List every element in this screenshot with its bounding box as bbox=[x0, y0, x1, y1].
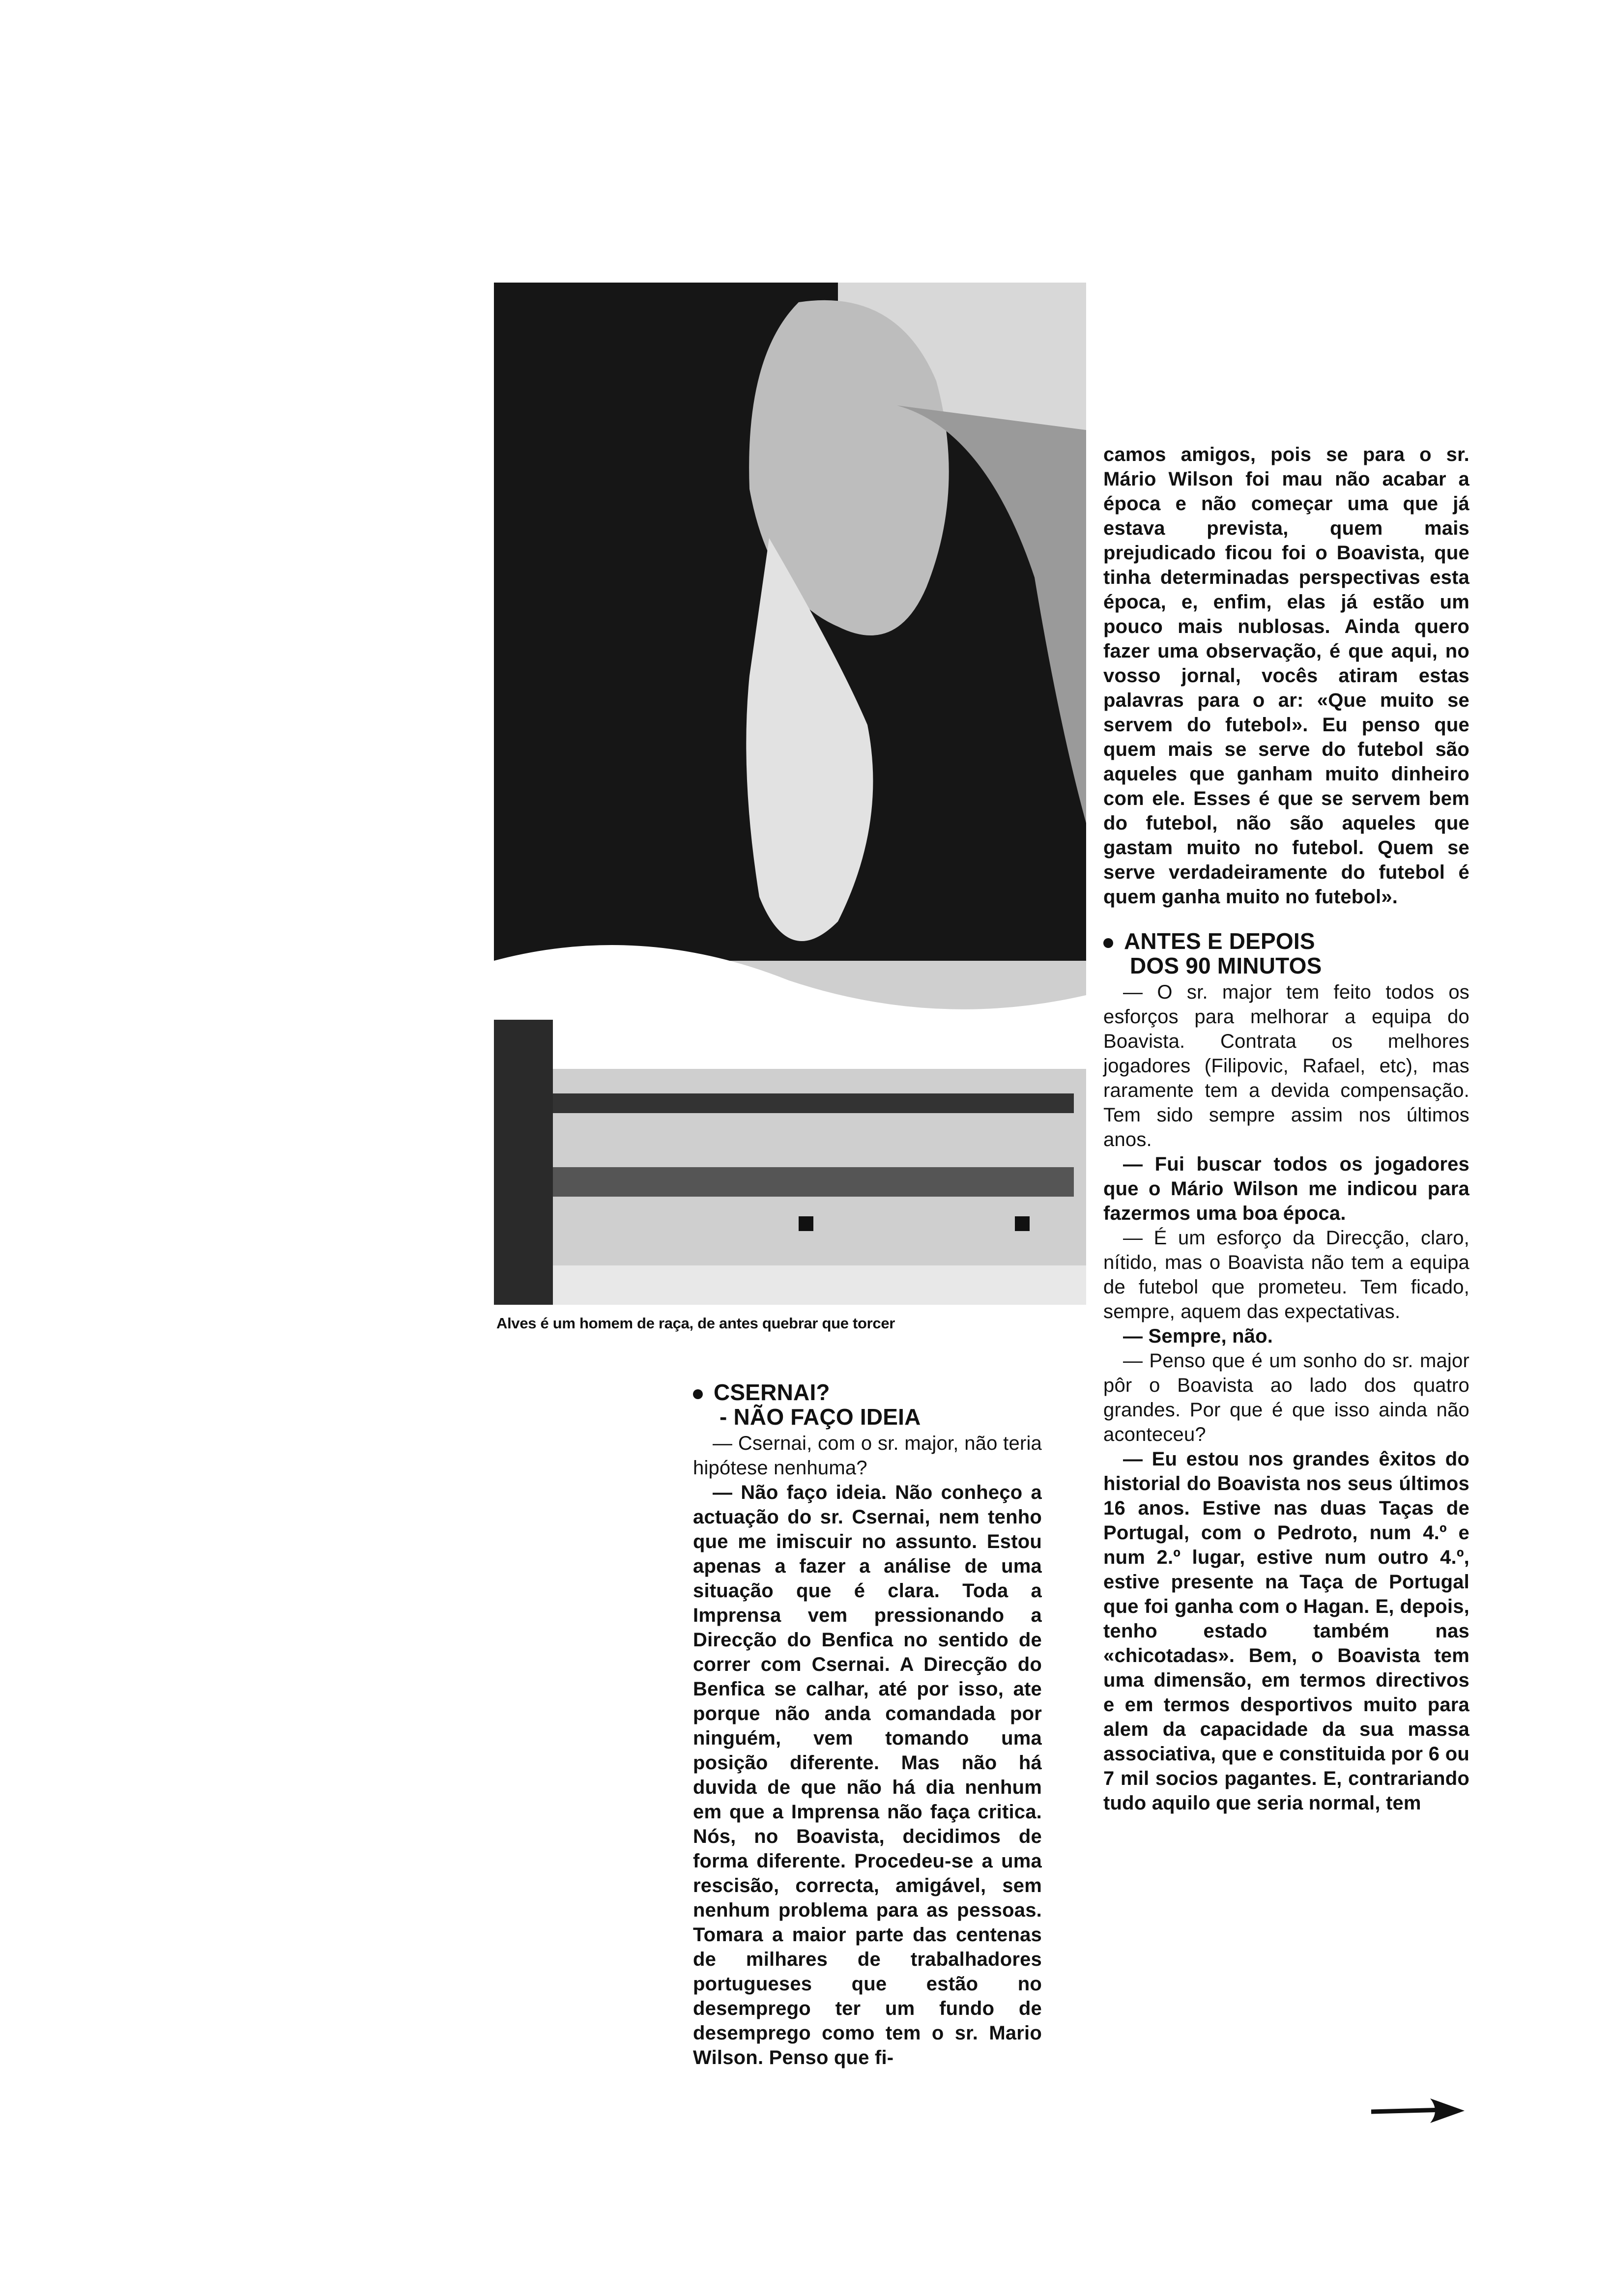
question-paragraph: — Penso que é um sonho do sr. major pôr o Boavista ao lado dos quatro grandes. Por que é que isso ainda não aconteceu? bbox=[1103, 1350, 1469, 1445]
interview-photo bbox=[494, 283, 1086, 1305]
answer-paragraph: — Não faço ideia. Não conheço a actuação do sr. Csernai, nem tenho que me imiscuir no assunto. Estou apenas a fazer a análise de uma situação que é clara. Toda a Imprensa vem pressionando a Direcção do Benfica no sentido de correr com Csernai. A Direcção do Benfica se calhar, até por isso, ate porque não anda comandada por ninguém, vem tomando uma posição diferente. Mas não há duvida de que não há dia nenhum em que a Imprensa não faça critica. Nós, no Boavista, decidimos de forma diferente. Procedeu-se a uma rescisão, correcta, amigável, sem nenhum problema para as pessoas. Tomara a maior parte das centenas de milhares de trabalhadores portugueses que estão no desemprego ter um fundo de desemprego como tem o sr. Mario Wilson. Penso que fi- bbox=[693, 1482, 1042, 2068]
question-paragraph: — Csernai, com o sr. major, não teria hipótese nenhuma? bbox=[693, 1433, 1042, 1479]
answer-paragraph: — Sempre, não. bbox=[1123, 1325, 1273, 1347]
photo-image bbox=[494, 283, 1086, 1305]
right-column bbox=[1103, 442, 1469, 1815]
answer-paragraph: — Eu estou nos grandes êxitos do historial do Boavista nos seus últimos 16 anos. Estive nas duas Taças de Portugal, com o Pedroto, num 4.º e num 2.º lugar, estive num outro 4.º, estive presente na Taça de Portugal que foi ganha com o Hagan. E, depois, tenho estado também nas «chicotadas». Bem, o Boavista tem uma dimensão, em termos directivos e em termos desportivos muito para alem da capacidade da sua massa associativa, que e constituida por 6 ou 7 mil socios pagantes. E, contrariando tudo aquilo que seria normal, tem bbox=[1103, 1448, 1469, 1814]
question-paragraph: — O sr. major tem feito todos os esforços para melhorar a equipa do Boavista. Contrata os melhores jogadores (Filipovic, Rafael, etc), mas raramente tem a devida compensação. Tem sido sempre assim nos últimos anos. bbox=[1103, 981, 1469, 1150]
section-heading-antes-depois bbox=[1103, 929, 1469, 978]
bullet-icon bbox=[693, 1389, 703, 1399]
answer-paragraph: — Fui buscar todos os jogadores que o Mário Wilson me indicou para fazermos uma boa época. bbox=[1103, 1153, 1469, 1224]
section-heading-csernai bbox=[693, 1380, 1042, 1429]
heading-line-1: ANTES E DEPOIS bbox=[1124, 928, 1315, 954]
bullet-icon bbox=[1103, 938, 1113, 948]
arrow-right-icon bbox=[1371, 2096, 1465, 2125]
heading-line-2: - NÃO FAÇO IDEIA bbox=[720, 1404, 921, 1430]
left-column bbox=[693, 1376, 1042, 2070]
question-paragraph: — É um esforço da Direcção, claro, nítido, mas o Boavista não tem a equipa de futebol que prometeu. Tem ficado, sempre, aquem das expectativas. bbox=[1103, 1227, 1469, 1322]
heading-line-2: DOS 90 MINUTOS bbox=[1130, 953, 1322, 978]
heading-line-1: CSERNAI? bbox=[714, 1379, 830, 1405]
photo-caption: Alves é um homem de raça, de antes quebrar que torcer bbox=[496, 1315, 895, 1332]
continuation-paragraph: camos amigos, pois se para o sr. Mário Wilson foi mau não acabar a época e não começar uma que já estava prevista, quem mais prejudicado ficou foi o Boavista, que tinha determinadas perspectivas esta época, e, enfim, elas já estão um pouco mais nublosas. Ainda quero fazer uma observação, é que aqui, no vosso jornal, vocês atiram estas palavras para o ar: «Que muito se servem do futebol». Eu penso que quem mais se serve do futebol são aqueles que ganham muito dinheiro com ele. Esses é que se servem bem do futebol, não são aqueles que gastam muito no futebol. Quem se serve verdadeiramente do futebol é quem ganha muito no futebol». bbox=[1103, 444, 1469, 908]
